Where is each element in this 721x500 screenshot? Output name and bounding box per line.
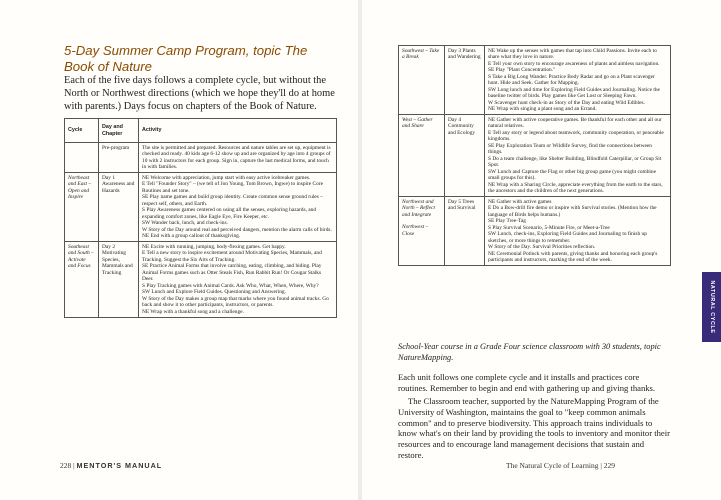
table-header-row	[65, 119, 337, 143]
activity-line: S Play Awareness games centered on using all the senses, exploring hazards, and expanding comfort zones, like Eagle Eye, Fire Keeper, etc.	[142, 207, 317, 220]
cycle-label: Northwest and North – Reflect and Integrate	[402, 198, 435, 218]
camp-schedule-table-continued	[398, 45, 671, 266]
table-row	[399, 46, 671, 115]
side-tab-label: NATURAL CYCLE	[708, 280, 715, 334]
activity-line: E Tell any story or legend about teamwork, community cooperation, or peaceable kingdoms.	[488, 129, 664, 142]
activity-line: NE Welcome with appreciation, jump start with easy active icebreaker games.	[142, 174, 311, 181]
cycle-cell: Northeast and East – Open and Inspire	[65, 173, 99, 242]
folio-separator: |	[600, 461, 604, 470]
activity-line: The site is permitted and prepared. Resources and nature tables are set up, equipment is checked and ready. 40 kids age 6-12 show up and are organized by age into 4 groups of 10 with 2 instructors for each group. Sign in, capture the last medical forms, and touch in with families.	[142, 144, 331, 170]
activity-line: E Tell "Founder Story" – (we tell of Jon Young, Tom Brown, Ingwe) to inspire Core Routines and set tone.	[142, 181, 324, 194]
header-day: Day and Chapter	[99, 119, 139, 143]
activity-line: W Story of the Day makes a group map that marks where you found animal tracks. Go back and show it to other participants, instructors, or parents.	[142, 295, 329, 308]
header-activity: Activity	[139, 119, 337, 143]
folio-separator: |	[73, 461, 77, 470]
activity-line: E Tell a new story to inspire excitement around Motivating Species, Mammals, and Tracking. Suggest the Six Arts of Tracking.	[142, 250, 322, 263]
page-number-left: 228	[60, 461, 72, 470]
activity-line: NE End with a group callout of thanksgiving.	[142, 233, 241, 239]
activity-line: SW Lunch and Explore Field Guides. Questioning and Answering.	[142, 289, 286, 295]
day-cell: Day 1 Awareness and Hazards	[99, 173, 139, 242]
activity-line: NE Ceremonial Potluck with parents, giving thanks and honoring each group's participants and instructors, marking the end of the week.	[488, 250, 658, 263]
activity-line: S Take a Big Long Wander. Practice Body Radar and go on a Plant scavenger hunt. Hide and Seek. Gather for Mapping.	[488, 73, 655, 86]
activity-cell	[485, 197, 671, 266]
cycle-cell: West – Gather and Share	[399, 115, 445, 197]
activity-cell	[139, 242, 337, 318]
activity-line: SW Wander back, lunch, and check-ins.	[142, 220, 228, 226]
activity-cell	[485, 46, 671, 115]
activity-line: W Story of the Day. Survival Priorities reflection.	[488, 244, 596, 250]
activity-cell	[139, 173, 337, 242]
cycle-cell: Southwest – Take a Break	[399, 46, 445, 115]
activity-line: SE Play "Plant Concentration."	[488, 67, 556, 73]
table-row	[399, 197, 671, 266]
page-number-right: 229	[603, 461, 615, 470]
activity-line: SE Play Tree-Tag	[488, 218, 526, 224]
table-row	[65, 173, 337, 242]
chapter-title: The Natural Cycle of Learning	[506, 461, 599, 470]
day-cell: Pre-program	[99, 143, 139, 173]
section-caption: School-Year course in a Grade Four science classroom with 30 students, topic NatureMapping.	[398, 342, 661, 362]
camp-schedule-table	[64, 118, 337, 318]
body-paragraph: The Classroom teacher, supported by the NatureMapping Program of the University of Washington, maintains the goal to "keep common animals common" and to preserve biodiversity. This approach trains individuals to know what's on their land by providing the tools to inventory and monitor their resources and to encourage land management decisions that sustain and restore.	[398, 396, 670, 460]
page-title: 5-Day Summer Camp Program, topic The Book of Nature	[64, 43, 308, 74]
activity-line: W Scavenger hunt check-in as Story of the Day and eating Wild Edibles.	[488, 99, 645, 106]
activity-line: SW Lunch, check-ins, Exploring Field Guides and Journaling to finish up sketches, or more things to remember.	[488, 231, 647, 244]
activity-line: SE Play Exploration Team or Wildlife Survey, find the connections between things.	[488, 142, 652, 155]
intro-paragraph: Each of the five days follows a complete cycle, but without the North or Northwest directions (which we hope they'll do at home with parents.) Days focus on chapters of the Book of Nature.	[64, 75, 335, 112]
activity-line: NE Gather with active cooperative games. Be thankful for each other and all our natural relatives.	[488, 116, 662, 129]
cycle-cell: Southeast and South – Activate and Focus	[65, 242, 99, 318]
activity-line: NE Wrap with singing a plant song and an Errand.	[488, 106, 597, 112]
day-cell: Day 4 Community and Ecology	[445, 115, 485, 197]
activity-line: SE Practice Animal Forms that involve catching, eating, climbing, and hiding. Play Animal Forms games such as Otter Steals Fish, Run Rabbit Run! Or Cougar Stalks Deer.	[142, 263, 322, 282]
activity-line: NE Excite with running, jumping, body-flexing games. Get happy.	[142, 243, 286, 250]
activity-line: SE Play name games and build group identity. Create common sense ground rules – respect self, others, and Earth.	[142, 194, 323, 207]
activity-line: S Play Tracking games with Animal Cards. Ask Who, What, When, Where, Why?	[142, 282, 319, 289]
right-folio	[506, 461, 615, 470]
chapter-side-tab	[702, 272, 721, 342]
activity-line: NE Wake up the senses with games that tap into Child Passions. Invite each to share what they love in nature.	[488, 47, 657, 60]
cycle-cell	[399, 197, 445, 266]
day-cell: Day 5 Trees and Survival	[445, 197, 485, 266]
table-row	[65, 143, 337, 173]
book-title: MENTOR'S MANUAL	[76, 461, 163, 470]
day-cell: Day 2 Motivating Species, Mammals and Tracking	[99, 242, 139, 318]
activity-line: NE Gather with active games	[488, 198, 552, 205]
activity-line: SW Long lunch and time for Exploring Field Guides and Journaling. Notice the baseline twitter of birds. Play games like Get Lost or Sleeping Fawn.	[488, 86, 660, 99]
activity-line: E Do a Bow-drill fire demo or inspire with Survival stories. (Mention how the language of Birds helps humans.)	[488, 205, 657, 218]
activity-cell	[485, 115, 671, 197]
activity-cell	[139, 143, 337, 173]
activity-line: S Do a team challenge, like Shelter Building, Blindfold Caterpillar, or Group Sit Spot.	[488, 155, 662, 168]
activity-line: W Story of the Day around real and perceived dangers, mention the alarm calls of birds.	[142, 226, 332, 233]
cycle-cell	[65, 143, 99, 173]
activity-line: S Play Survival Scenario, 5-Minute Fire, or Meet-a-Tree	[488, 224, 610, 231]
activity-line: E Tell your own story to encourage awareness of plants and aimless navigation.	[488, 60, 660, 67]
table-row	[399, 115, 671, 197]
header-cycle: Cycle	[65, 119, 99, 143]
activity-line: SW Lunch and Capture the Flag or other big group game (you might combine small groups for this).	[488, 168, 657, 181]
activity-line: NE Wrap with a Sharing Circle, appreciate everything from the earth to the stars, the ancestors and the children of the next generations.	[488, 181, 663, 194]
activity-line: NE Wrap with a thankful song and a challenge.	[142, 308, 244, 315]
day-cell: Day 3 Plants and Wandering	[445, 46, 485, 115]
left-folio	[60, 461, 162, 470]
body-paragraph: Each unit follows one complete cycle and it installs and practices core routines. Remember to begin and end with gathering up and giving thanks.	[398, 372, 656, 393]
cycle-label-extra: Northwest – Close	[402, 224, 429, 237]
table-row	[65, 242, 337, 318]
